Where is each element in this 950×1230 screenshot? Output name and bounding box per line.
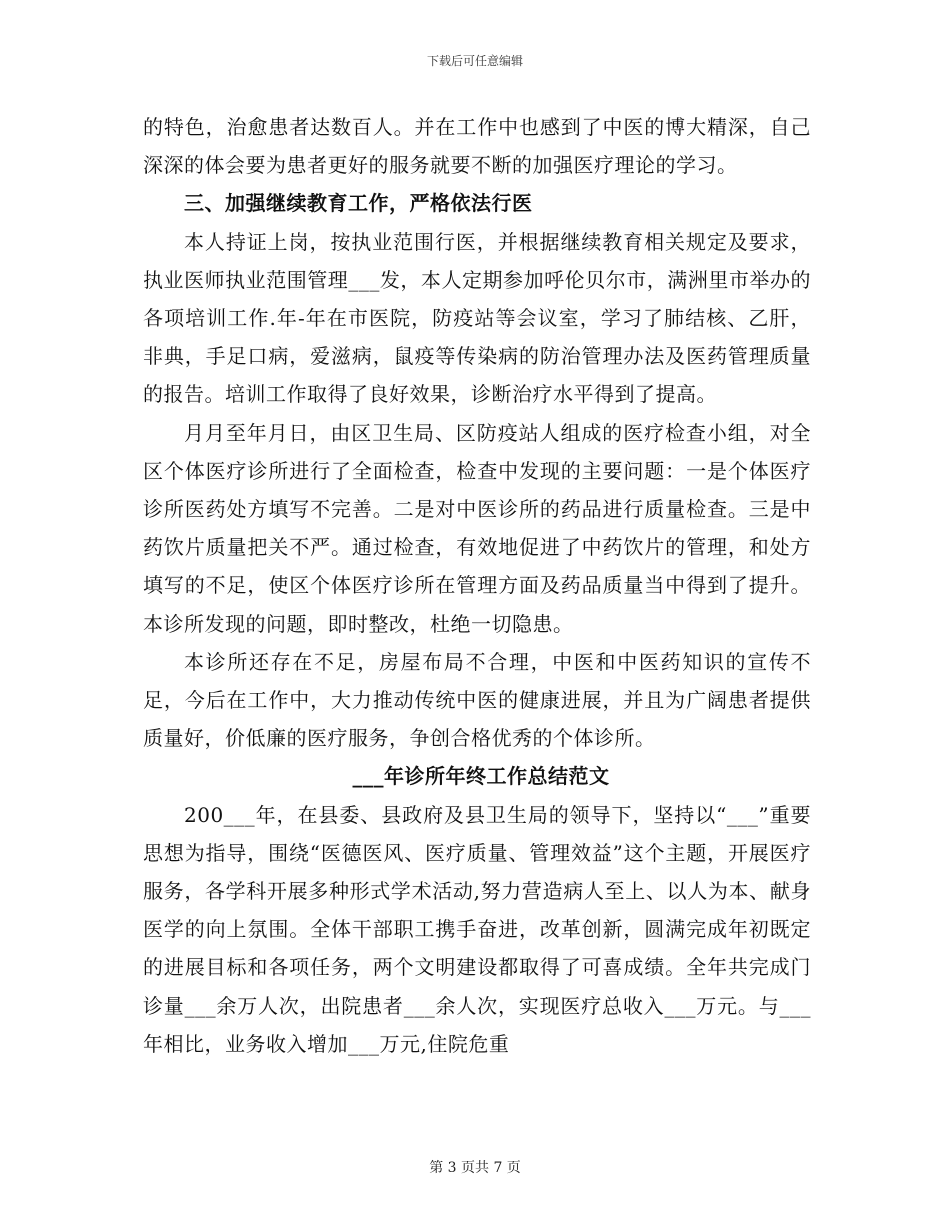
paragraph-2: 本人持证上岗，按执业范围行医，并根据继续教育相关规定及要求，执业医师执业范围管理___发，本人定期参加呼伦贝尔市，满洲里市举办的各项培训工作.年-年在市医院，防疫站等会议室，学习了肺结核、乙肝，非典，手足口病，爱滋病，鼠疫等传染病的防治管理办法及医药管理质量的报告。培训工作取得了良好效果，诊断治疗水平得到了提高。 xyxy=(143,229,811,407)
page-number: 第 3 页共 7 页 xyxy=(429,1160,521,1176)
page-header-note: 下载后可任意编辑 xyxy=(426,54,523,68)
article-title: ___年诊所年终工作总结范文 xyxy=(352,764,610,789)
paragraph-5: 200___年，在县委、县政府及县卫生局的领导下，坚持以“___”重要思想为指导，围绕“医德医风、医疗质量、管理效益”这个主题，开展医疗服务，各学科开展多种形式学术活动,努力营造病人至上、以人为本、献身医学的向上氛围。全体干部职工携手奋进，改革创新，圆满完成年初既定的进展目标和各项任务，两个文明建设都取得了可喜成绩。全年共完成门诊量___余万人次，出院患者___余人次，实现医疗总收入___万元。与___年相比，业务收入增加___万元,住院危重 xyxy=(143,802,811,1056)
paragraph-1: 的特色，治愈患者达数百人。并在工作中也感到了中医的博大精深，自己深深的体会要为患者更好的服务就要不断的加强医疗理论的学习。 xyxy=(143,115,811,178)
section-heading-3: 三、加强继续教育工作，严格依法行医 xyxy=(184,191,533,216)
paragraph-4: 本诊所还存在不足，房屋布局不合理，中医和中医药知识的宣传不足，今后在工作中，大力推动传统中医的健康进展，并且为广阔患者提供质量好，价低廉的医疗服务，争创合格优秀的个体诊所。 xyxy=(143,649,811,751)
document-body xyxy=(143,108,811,1063)
paragraph-3: 月月至年月日，由区卫生局、区防疫站人组成的医疗检查小组，对全区个体医疗诊所进行了全面检查，检查中发现的主要问题：一是个体医疗诊所医药处方填写不完善。二是对中医诊所的药品进行质量检查。三是中药饮片质量把关不严。通过检查，有效地促进了中药饮片的管理，和处方填写的不足，使区个体医疗诊所在管理方面及药品质量当中得到了提升。本诊所发现的问题，即时整改，杜绝一切隐患。 xyxy=(143,420,811,636)
